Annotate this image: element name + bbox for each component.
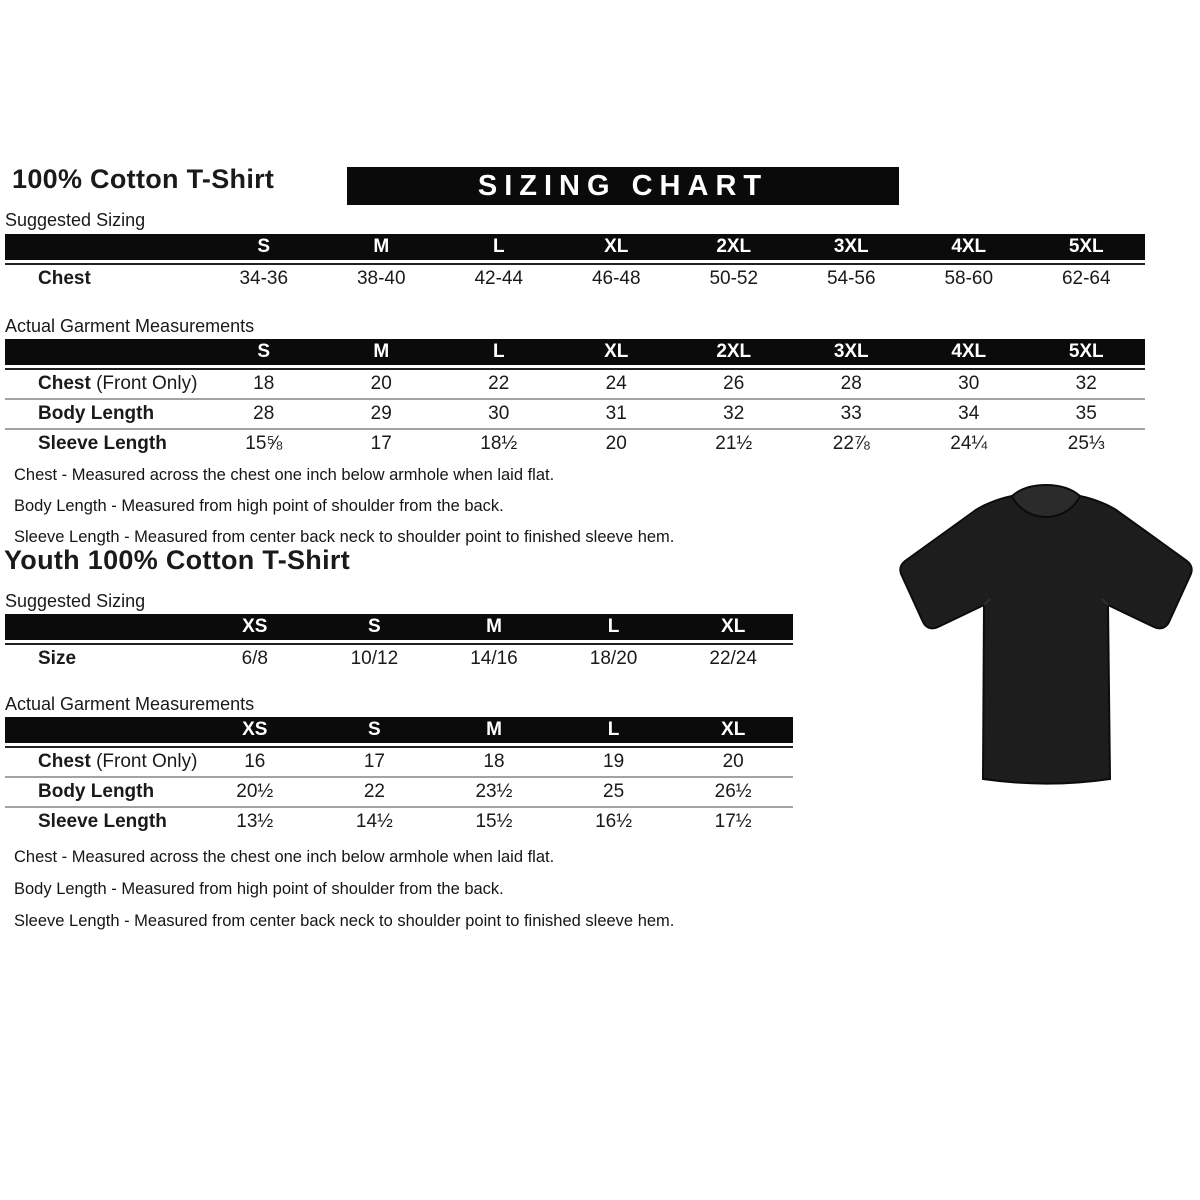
measurement-value: 17½ (714, 811, 752, 832)
measurement-value: 6/8 (241, 648, 268, 669)
size-column-header: S (368, 616, 381, 637)
measurement-value: 14/16 (470, 648, 518, 669)
table-header-row (5, 614, 793, 640)
measurement-value: 38-40 (356, 268, 406, 289)
row-label: Sleeve Length (38, 433, 167, 454)
measurement-value: 50-52 (709, 268, 759, 289)
table-row (5, 265, 1145, 293)
measurement-value: 20 (722, 751, 744, 772)
size-column-header: 4XL (951, 341, 987, 362)
measurement-value: 16 (244, 751, 266, 772)
measurement-value: 42-44 (474, 268, 524, 289)
youth-suggested-sizing-table (5, 614, 793, 673)
measurement-value: 34-36 (239, 268, 289, 289)
measurement-value: 33 (840, 403, 862, 424)
measurement-value: 46-48 (591, 268, 641, 289)
table-header-row (5, 339, 1145, 365)
table-header-row (5, 717, 793, 743)
measurement-value: 24¼ (950, 433, 988, 454)
adult-suggested-sizing-table (5, 234, 1145, 293)
measurement-value: 28 (840, 373, 862, 394)
measurement-value: 22 (363, 781, 385, 802)
tshirt-product-image (886, 472, 1200, 817)
adult-actual-measurements-table (5, 339, 1145, 458)
measurement-value: 20 (605, 433, 627, 454)
adult-measurement-notes (14, 460, 674, 553)
table-row (5, 778, 793, 808)
measurement-value: 19 (603, 751, 625, 772)
size-column-header: L (607, 719, 620, 740)
size-column-header: M (486, 616, 502, 637)
row-label: Sleeve Length (38, 811, 167, 832)
measurement-value: 15⅝ (245, 433, 283, 454)
youth-suggested-sizing-label: Suggested Sizing (5, 591, 146, 611)
youth-actual-measurements-label: Actual Garment Measurements (5, 694, 255, 714)
measurement-value: 26 (723, 373, 745, 394)
measurement-value: 30 (958, 373, 980, 394)
table-row (5, 430, 1145, 458)
adult-suggested-sizing-label: Suggested Sizing (5, 210, 146, 230)
row-label: Size (38, 648, 77, 669)
youth-actual-measurements-table (5, 717, 793, 836)
size-column-header: L (607, 616, 620, 637)
size-column-header: M (373, 236, 390, 257)
measurement-value: 21½ (715, 433, 753, 454)
size-column-header: L (492, 341, 505, 362)
measurement-value: 30 (488, 403, 510, 424)
table-row (5, 370, 1145, 400)
size-column-header: 3XL (833, 236, 869, 257)
measurement-value: 35 (1075, 403, 1097, 424)
row-label: Chest (38, 268, 91, 289)
size-column-header: S (257, 236, 271, 257)
note-sleeve-length: Sleeve Length - Measured from center back neck to shoulder point to finished sleeve hem. (14, 528, 675, 546)
measurement-value: 16½ (595, 811, 633, 832)
table-row (5, 748, 793, 778)
page-title: 100% Cotton T-Shirt (12, 164, 275, 194)
row-label: Chest (Front Only) (38, 373, 198, 394)
row-label: Chest (Front Only) (38, 751, 198, 772)
measurement-value: 14½ (355, 811, 393, 832)
note-chest: Chest - Measured across the chest one inch below armhole when laid flat. (14, 848, 555, 866)
size-column-header: 5XL (1068, 236, 1104, 257)
black-tshirt-icon (886, 472, 1200, 817)
measurement-value: 17 (370, 433, 392, 454)
table-row (5, 645, 793, 673)
size-column-header: 2XL (716, 341, 752, 362)
measurement-value: 18½ (480, 433, 518, 454)
size-column-header: 2XL (716, 236, 752, 257)
measurement-value: 18/20 (589, 648, 638, 669)
size-column-header: L (492, 236, 505, 257)
table-header-row (5, 234, 1145, 260)
note-chest: Chest - Measured across the chest one inch below armhole when laid flat. (14, 466, 555, 484)
measurement-value: 29 (370, 403, 392, 424)
measurement-value: 13½ (236, 811, 274, 832)
measurement-value: 17 (363, 751, 385, 772)
measurement-value: 31 (605, 403, 627, 424)
measurement-value: 25 (603, 781, 625, 802)
measurement-value: 62-64 (1061, 268, 1111, 289)
measurement-value: 24 (605, 373, 627, 394)
size-column-header: M (486, 719, 502, 740)
measurement-value: 32 (723, 403, 745, 424)
measurement-value: 10/12 (350, 648, 399, 669)
size-column-header: 5XL (1068, 341, 1104, 362)
size-column-header: XS (242, 719, 268, 740)
youth-section-title: Youth 100% Cotton T-Shirt (4, 545, 350, 575)
size-column-header: XL (604, 236, 629, 257)
measurement-value: 18 (253, 373, 275, 394)
measurement-value: 23½ (475, 781, 513, 802)
note-body-length: Body Length - Measured from high point of shoulder from the back. (14, 497, 504, 515)
table-row (5, 808, 793, 836)
measurement-value: 26½ (714, 781, 752, 802)
size-column-header: XL (721, 616, 746, 637)
size-column-header: XL (604, 341, 629, 362)
row-label: Body Length (38, 403, 155, 424)
note-sleeve-length: Sleeve Length - Measured from center back neck to shoulder point to finished sleeve hem. (14, 912, 675, 930)
measurement-value: 25⅓ (1067, 433, 1105, 454)
measurement-value: 22/24 (709, 648, 757, 669)
size-column-header: 4XL (951, 236, 987, 257)
measurement-value: 32 (1075, 373, 1097, 394)
size-column-header: S (257, 341, 271, 362)
measurement-value: 20½ (236, 781, 274, 802)
measurement-value: 58-60 (944, 268, 994, 289)
table-row (5, 400, 1145, 430)
note-body-length: Body Length - Measured from high point of shoulder from the back. (14, 880, 504, 898)
measurement-value: 34 (958, 403, 980, 424)
measurement-value: 15½ (475, 811, 513, 832)
youth-measurement-notes (14, 841, 674, 937)
row-label: Body Length (38, 781, 155, 802)
measurement-value: 22 (488, 373, 510, 394)
adult-actual-measurements-label: Actual Garment Measurements (5, 316, 255, 336)
size-column-header: 3XL (833, 341, 869, 362)
measurement-value: 20 (370, 373, 392, 394)
measurement-value: 18 (483, 751, 505, 772)
measurement-value: 22⅞ (832, 433, 870, 454)
measurement-value: 28 (253, 403, 275, 424)
size-column-header: S (368, 719, 381, 740)
size-column-header: XL (721, 719, 746, 740)
measurement-value: 54-56 (826, 268, 876, 289)
sizing-chart-banner: SIZING CHART (347, 167, 899, 205)
size-column-header: XS (242, 616, 268, 637)
size-column-header: M (373, 341, 390, 362)
